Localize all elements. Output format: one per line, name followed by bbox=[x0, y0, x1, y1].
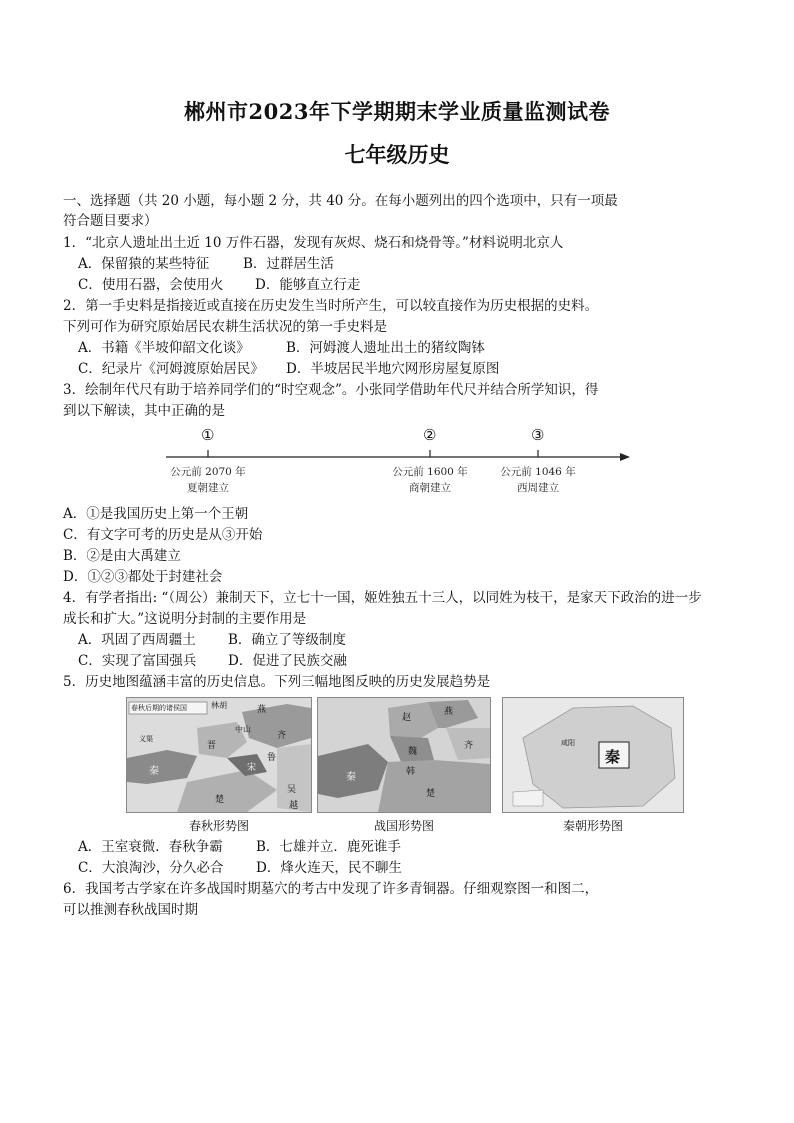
map1-label-chu: 楚 bbox=[215, 795, 225, 805]
q6-stem-cont: 可以推测春秋战国时期 bbox=[63, 902, 198, 918]
q3-option-d: D．①②③都处于封建社会 bbox=[63, 569, 223, 585]
map1-label-zhongshan: 中山 bbox=[235, 725, 251, 734]
q4-option-a: A．巩固了西周疆土 bbox=[78, 632, 196, 648]
timeline-event-2: 商朝建立 bbox=[409, 482, 451, 494]
map1-label-yiqu: 义渠 bbox=[139, 735, 153, 743]
map3-caption: 秦朝形势图 bbox=[562, 819, 623, 833]
timeline-event-1: 夏朝建立 bbox=[187, 482, 229, 494]
map-warring-states bbox=[317, 697, 491, 813]
map2-label-wei: 魏 bbox=[408, 747, 418, 757]
map1-label-qi: 齐 bbox=[277, 731, 287, 741]
map2-label-qin: 秦 bbox=[346, 772, 356, 783]
map1-label-song: 宋 bbox=[247, 763, 257, 773]
map1-label-yue: 越 bbox=[289, 801, 299, 811]
q2-option-d: D．半坡居民半地穴网形房屋复原图 bbox=[286, 361, 500, 377]
q5-option-a: A．王室衰微．春秋争霸 bbox=[78, 839, 223, 855]
map1-caption: 春秋形势图 bbox=[188, 819, 249, 833]
q2-stem: 2．第一手史料是指接近或直接在历史发生当时所产生，可以较直接作为历史根据的史料。 bbox=[63, 298, 599, 314]
q5-option-b: B．七雄并立．鹿死谁手 bbox=[256, 839, 401, 855]
timeline-mark-2: ② bbox=[423, 426, 437, 444]
map2-label-chu: 楚 bbox=[426, 789, 436, 799]
q2-stem-cont: 下列可作为研究原始居民农耕生活状况的第一手史料是 bbox=[63, 319, 387, 335]
q4-option-d: D．促进了民族交融 bbox=[228, 653, 347, 669]
map2-label-yan: 燕 bbox=[444, 707, 454, 717]
q1-option-b: B．过群居生活 bbox=[243, 256, 334, 272]
map2-caption: 战国形势图 bbox=[373, 819, 434, 833]
exam-subtitle: 七年级历史 bbox=[344, 142, 450, 167]
q1-option-d: D．能够直立行走 bbox=[255, 277, 361, 293]
exam-title: 郴州市2023年下学期期末学业质量监测试卷 bbox=[184, 99, 610, 124]
q5-option-d: D．烽火连天，民不聊生 bbox=[256, 860, 402, 876]
map1-label-jin: 晋 bbox=[207, 741, 217, 751]
q1-option-c: C．使用石器，会使用火 bbox=[78, 277, 224, 293]
q1-option-a: A．保留猿的某些特征 bbox=[78, 256, 210, 272]
timeline-year-2: 公元前 1600 年 bbox=[392, 466, 468, 478]
timeline-mark-1: ① bbox=[201, 426, 215, 444]
q4-stem-cont: 成长和扩大。”这说明分封制的主要作用是 bbox=[63, 611, 307, 627]
q4-option-b: B．确立了等级制度 bbox=[228, 632, 346, 648]
map3-label-qin: 秦 bbox=[605, 748, 621, 766]
q3-option-c: C．有文字可考的历史是从③开始 bbox=[63, 527, 263, 543]
q3-stem-cont: 到以下解读，其中正确的是 bbox=[63, 403, 225, 419]
q2-option-b: B．河姆渡人遗址出土的猪纹陶钵 bbox=[286, 340, 485, 356]
timeline-mark-3: ③ bbox=[531, 426, 545, 444]
map1-label-lu: 鲁 bbox=[267, 753, 277, 763]
q2-option-a: A．书籍《半坡仰韶文化谈》 bbox=[78, 340, 250, 356]
q6-stem: 6．我国考古学家在许多战国时期墓穴的考古中发现了许多青铜器。仔细观察图一和图二， bbox=[63, 881, 599, 897]
map-spring-autumn bbox=[126, 697, 312, 813]
q1-stem: 1．“北京人遗址出土近 10 万件石器，发现有灰烬、烧石和烧骨等。”材料说明北京人 bbox=[63, 235, 564, 251]
map1-label-yan: 燕 bbox=[257, 705, 267, 715]
map3-label-xianyang: 咸阳 bbox=[561, 739, 575, 747]
map1-label-wu: 吴 bbox=[287, 785, 297, 795]
q5-stem: 5．历史地图蕴涵丰富的历史信息。下列三幅地图反映的历史发展趋势是 bbox=[63, 674, 491, 690]
q3-option-b: B．②是由大禹建立 bbox=[63, 548, 181, 564]
map1-inset-label: 春秋后期的诸侯国 bbox=[131, 704, 187, 712]
section-intro: 一、选择题（共 20 小题，每小题 2 分，共 40 分。在每小题列出的四个选项中，只有一项最 bbox=[63, 193, 618, 209]
q4-option-c: C．实现了富国强兵 bbox=[78, 653, 197, 669]
q4-stem: 4．有学者指出: “（周公）兼制天下，立七十一国，姬姓独五十三人，以同姓为枝干，是家天下政治的进一步 bbox=[63, 590, 702, 606]
q3-option-a: A．①是我国历史上第一个王朝 bbox=[63, 506, 249, 522]
map-qin-dynasty bbox=[502, 697, 684, 813]
section-intro-cont: 符合题目要求） bbox=[63, 213, 158, 229]
map2-label-qi: 齐 bbox=[464, 741, 474, 751]
timeline-event-3: 西周建立 bbox=[517, 482, 559, 494]
map1-label-qin: 秦 bbox=[149, 766, 159, 777]
timeline-year-1: 公元前 2070 年 bbox=[170, 466, 246, 478]
map2-label-zhao: 赵 bbox=[402, 713, 412, 723]
map2-label-han: 韩 bbox=[406, 767, 416, 777]
q5-option-c: C．大浪淘沙，分久必合 bbox=[78, 860, 224, 876]
timeline-year-3: 公元前 1046 年 bbox=[500, 466, 576, 478]
map1-label-linhu: 林胡 bbox=[211, 701, 227, 710]
q3-stem: 3．绘制年代尺有助于培养同学们的“时空观念”。小张同学借助年代尺并结合所学知识，得 bbox=[63, 382, 599, 398]
q2-option-c: C．纪录片《河姆渡原始居民》 bbox=[78, 361, 264, 377]
